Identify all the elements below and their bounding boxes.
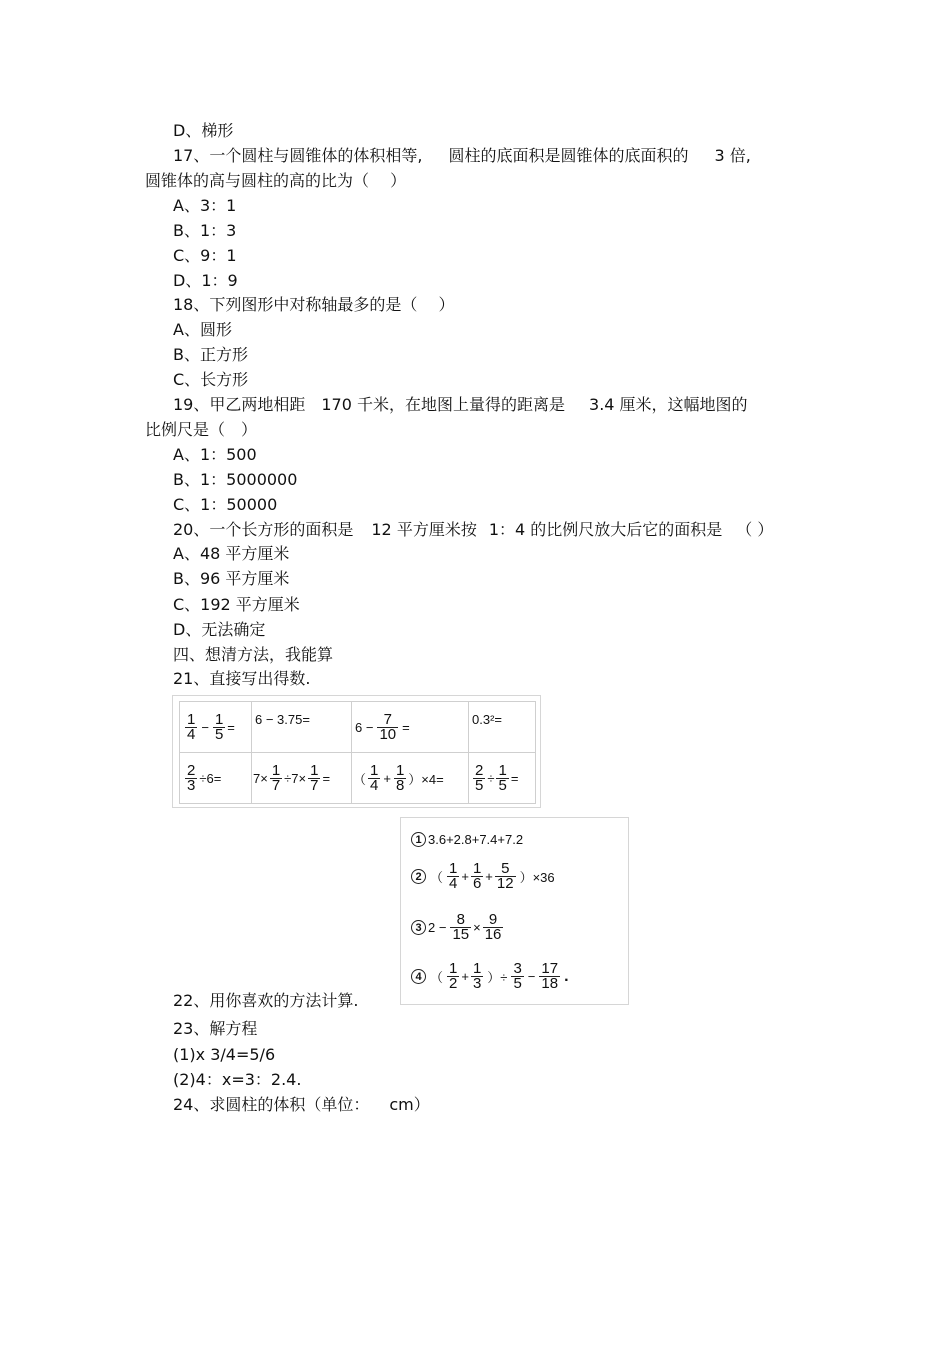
q19-text-c: 3.4 厘米，这幅地图的 <box>589 395 748 414</box>
q19-option-a: A、1：500 <box>173 445 257 464</box>
q21-calc-table <box>172 695 541 808</box>
fraction: $\frac{17}{18}$ <box>541 960 559 992</box>
q18-option-a: A、圆形 <box>173 320 232 339</box>
q20-option-b: B、96 平方厘米 <box>173 569 290 588</box>
q22-expr-3: 3 2 − $\frac{8}{15}$ × $\frac{9}{16}$ <box>411 913 505 942</box>
fraction: $\frac{1}{6}$ <box>472 860 482 892</box>
q20-option-c: C、192 平方厘米 <box>173 595 300 614</box>
q17-option-c: C、9：1 <box>173 246 237 265</box>
circled-number: 2 <box>411 869 426 884</box>
circled-number: 4 <box>411 969 426 984</box>
q22-calc-box <box>400 817 629 1005</box>
q20-line1 <box>173 520 773 540</box>
q16-option-d: D、梯形 <box>173 121 234 140</box>
q21-cell-r2c2: 7× $\frac{1}{7}$ ÷7× $\frac{1}{7}$ = <box>251 752 352 804</box>
fraction: $\frac{1}{7}$ <box>310 761 319 794</box>
q19-text-b: 170 千米，在地图上量得的距离是 <box>321 395 566 414</box>
q22-question: 22、用你喜欢的方法计算. <box>173 991 359 1010</box>
q18-option-c: C、长方形 <box>173 370 249 389</box>
q21-cell-r2c4: $\frac{2}{5}$ ÷ $\frac{1}{5}$ = <box>468 752 536 804</box>
q20-text-b: 12 平方厘米按 <box>371 520 477 539</box>
q21-cell-r1c2: 6 − 3.75= <box>251 701 352 753</box>
q17-option-a: A、3：1 <box>173 196 237 215</box>
section-four-heading: 四、想清方法，我能算 <box>173 645 334 664</box>
q21-cell-r1c4: 0.3²= <box>468 701 536 753</box>
q21-cell-r1c1: $\frac{1}{4}$ − $\frac{1}{5}$ = <box>179 701 252 753</box>
q22-expr-4: 4 （ $\frac{1}{2}$ + $\frac{1}{3}$ ）÷ $\frac{3}{5}$ − $\frac{17}{18}$ . <box>411 962 571 991</box>
q20-option-a: A、48 平方厘米 <box>173 544 290 563</box>
fraction: $\frac{1}{3}$ <box>472 960 482 992</box>
q17-option-b: B、1：3 <box>173 221 237 240</box>
q18-question: 18、下列图形中对称轴最多的是（ ） <box>173 295 455 314</box>
fraction: $\frac{7}{10}$ <box>379 710 397 743</box>
fraction: $\frac{1}{4}$ <box>370 761 379 794</box>
fraction: $\frac{1}{8}$ <box>395 761 405 794</box>
q19-text-a: 19、甲乙两地相距 <box>173 395 306 414</box>
circled-number: 3 <box>411 920 426 935</box>
q17-text-c: 3 倍, <box>714 146 751 165</box>
q17-text-a: 17、一个圆柱与圆锥体的体积相等, <box>173 146 423 165</box>
q18-option-b: B、正方形 <box>173 345 248 364</box>
q20-option-d: D、无法确定 <box>173 620 266 639</box>
q22-expr-1: 1 3.6+2.8+7.4+7.2 <box>411 832 523 847</box>
fraction: $\frac{8}{15}$ <box>452 911 470 943</box>
q23-part2: (2)4：x=3：2.4. <box>173 1070 302 1089</box>
q24-line <box>173 1095 430 1115</box>
q19-option-c: C、1：50000 <box>173 495 278 514</box>
q21-cell-r2c1: $\frac{2}{3}$ ÷6= <box>179 752 252 804</box>
fraction: $\frac{1}{2}$ <box>449 960 458 992</box>
fraction: $\frac{2}{3}$ <box>187 761 196 794</box>
fraction: $\frac{1}{4}$ <box>449 860 458 892</box>
q17-line2: 圆锥体的高与圆柱的高的比为（ ） <box>145 171 407 190</box>
q21-question: 21、直接写出得数. <box>173 669 311 688</box>
fraction: $\frac{1}{4}$ <box>187 710 196 743</box>
q19-option-b: B、1：5000000 <box>173 470 298 489</box>
fraction: $\frac{2}{5}$ <box>475 761 484 794</box>
q20-text-a: 20、一个长方形的面积是 <box>173 520 354 539</box>
q23-part1: (1)x 3/4=5/6 <box>173 1045 276 1064</box>
fraction: $\frac{5}{12}$ <box>496 860 514 892</box>
q21-cell-r2c3: （ $\frac{1}{4}$ + $\frac{1}{8}$ ）×4= <box>351 752 469 804</box>
q19-line2: 比例尺是（ ） <box>145 420 258 439</box>
q17-text-b: 圆柱的底面积是圆锥体的底面积的 <box>448 146 689 165</box>
fraction: $\frac{3}{5}$ <box>513 960 522 992</box>
q19-line1 <box>173 395 748 415</box>
fraction: $\frac{1}{5}$ <box>498 761 507 794</box>
fraction: $\frac{9}{16}$ <box>484 911 502 943</box>
q23-question: 23、解方程 <box>173 1019 258 1038</box>
q17-option-d: D、1：9 <box>173 271 238 290</box>
circled-number: 1 <box>411 832 426 847</box>
q17-line1 <box>173 146 751 166</box>
q20-text-d: （ ） <box>736 520 774 539</box>
q22-expr-2: 2 （ $\frac{1}{4}$ + $\frac{1}{6}$ + $\frac{5}{12}$ ）×36 <box>411 862 557 891</box>
fraction: $\frac{1}{7}$ <box>271 761 281 794</box>
q24-text-a: 24、求圆柱的体积（单位： <box>173 1095 370 1114</box>
fraction: $\frac{1}{5}$ <box>214 710 224 743</box>
q21-cell-r1c3: 6 − $\frac{7}{10}$ = <box>351 701 469 753</box>
q24-text-b: cm） <box>389 1095 430 1114</box>
q20-text-c: 1：4 的比例尺放大后它的面积是 <box>488 520 723 539</box>
